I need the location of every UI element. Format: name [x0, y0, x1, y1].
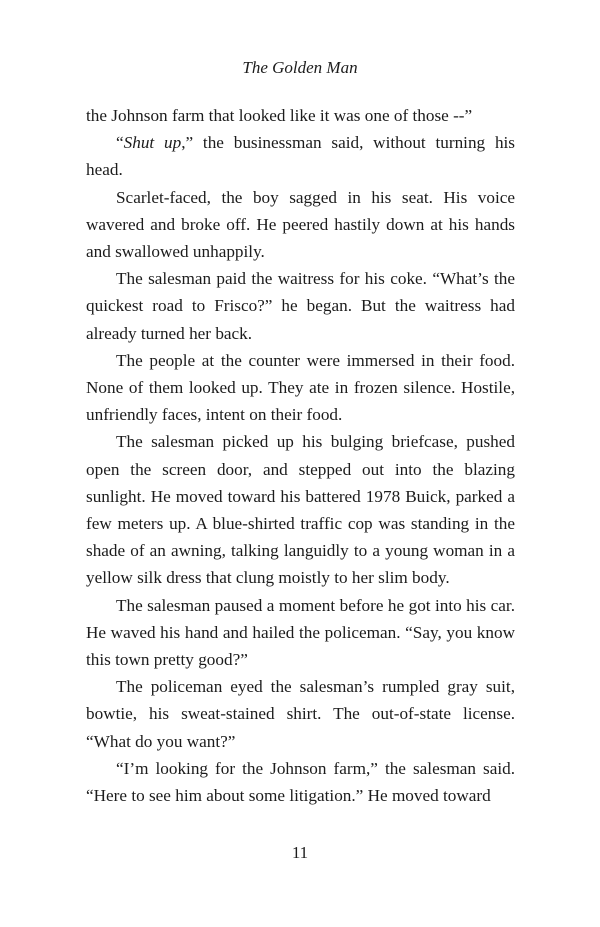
paragraph: Scarlet-faced, the boy sagged in his seat. His voice wavered and broke off. He peered hastily down at his hands and swallowed unhappily.	[86, 187, 515, 262]
paragraph: The people at the counter were immersed in their food. None of them looked up. They ate in frozen silence. Hostile, unfriendly faces, intent on their food.	[86, 350, 515, 425]
page-number: 11	[291, 843, 309, 862]
paragraph	[86, 129, 515, 183]
paragraph: The salesman paid the waitress for his coke. “What’s the quickest road to Frisco?” he began. But the waitress had already turned her back.	[86, 269, 515, 343]
paragraph: The salesman picked up his bulging briefcase, pushed open the screen door, and stepped out into the blazing sunlight. He moved toward his battered 1978 Buick, parked a few meters up. A blue-shirted traffic cop was standing in the shade of an awning, talking languidly to a young woman in a yellow silk dress that clung moistly to her slim body.	[86, 432, 515, 588]
paragraph-rest: ,” the businessman said, without turning his head.	[86, 133, 515, 180]
running-title: The Golden Man	[242, 58, 358, 77]
paragraph: The policeman eyed the salesman’s rumpled gray suit, bowtie, his sweat-stained shirt. The out-of-state license. “What do you want?”	[86, 677, 515, 751]
paragraph: The salesman paused a moment before he got into his car. He waved his hand and hailed the policeman. “Say, you know this town pretty good?”	[86, 595, 515, 670]
italic-phrase: Shut up	[123, 133, 182, 153]
paragraph: the Johnson farm that looked like it was one of those --”	[86, 106, 473, 125]
body-text	[86, 102, 515, 809]
open-quote: “	[116, 133, 124, 153]
paragraph: “I’m looking for the Johnson farm,” the salesman said. “Here to see him about some litigation.” He moved toward	[86, 758, 515, 806]
